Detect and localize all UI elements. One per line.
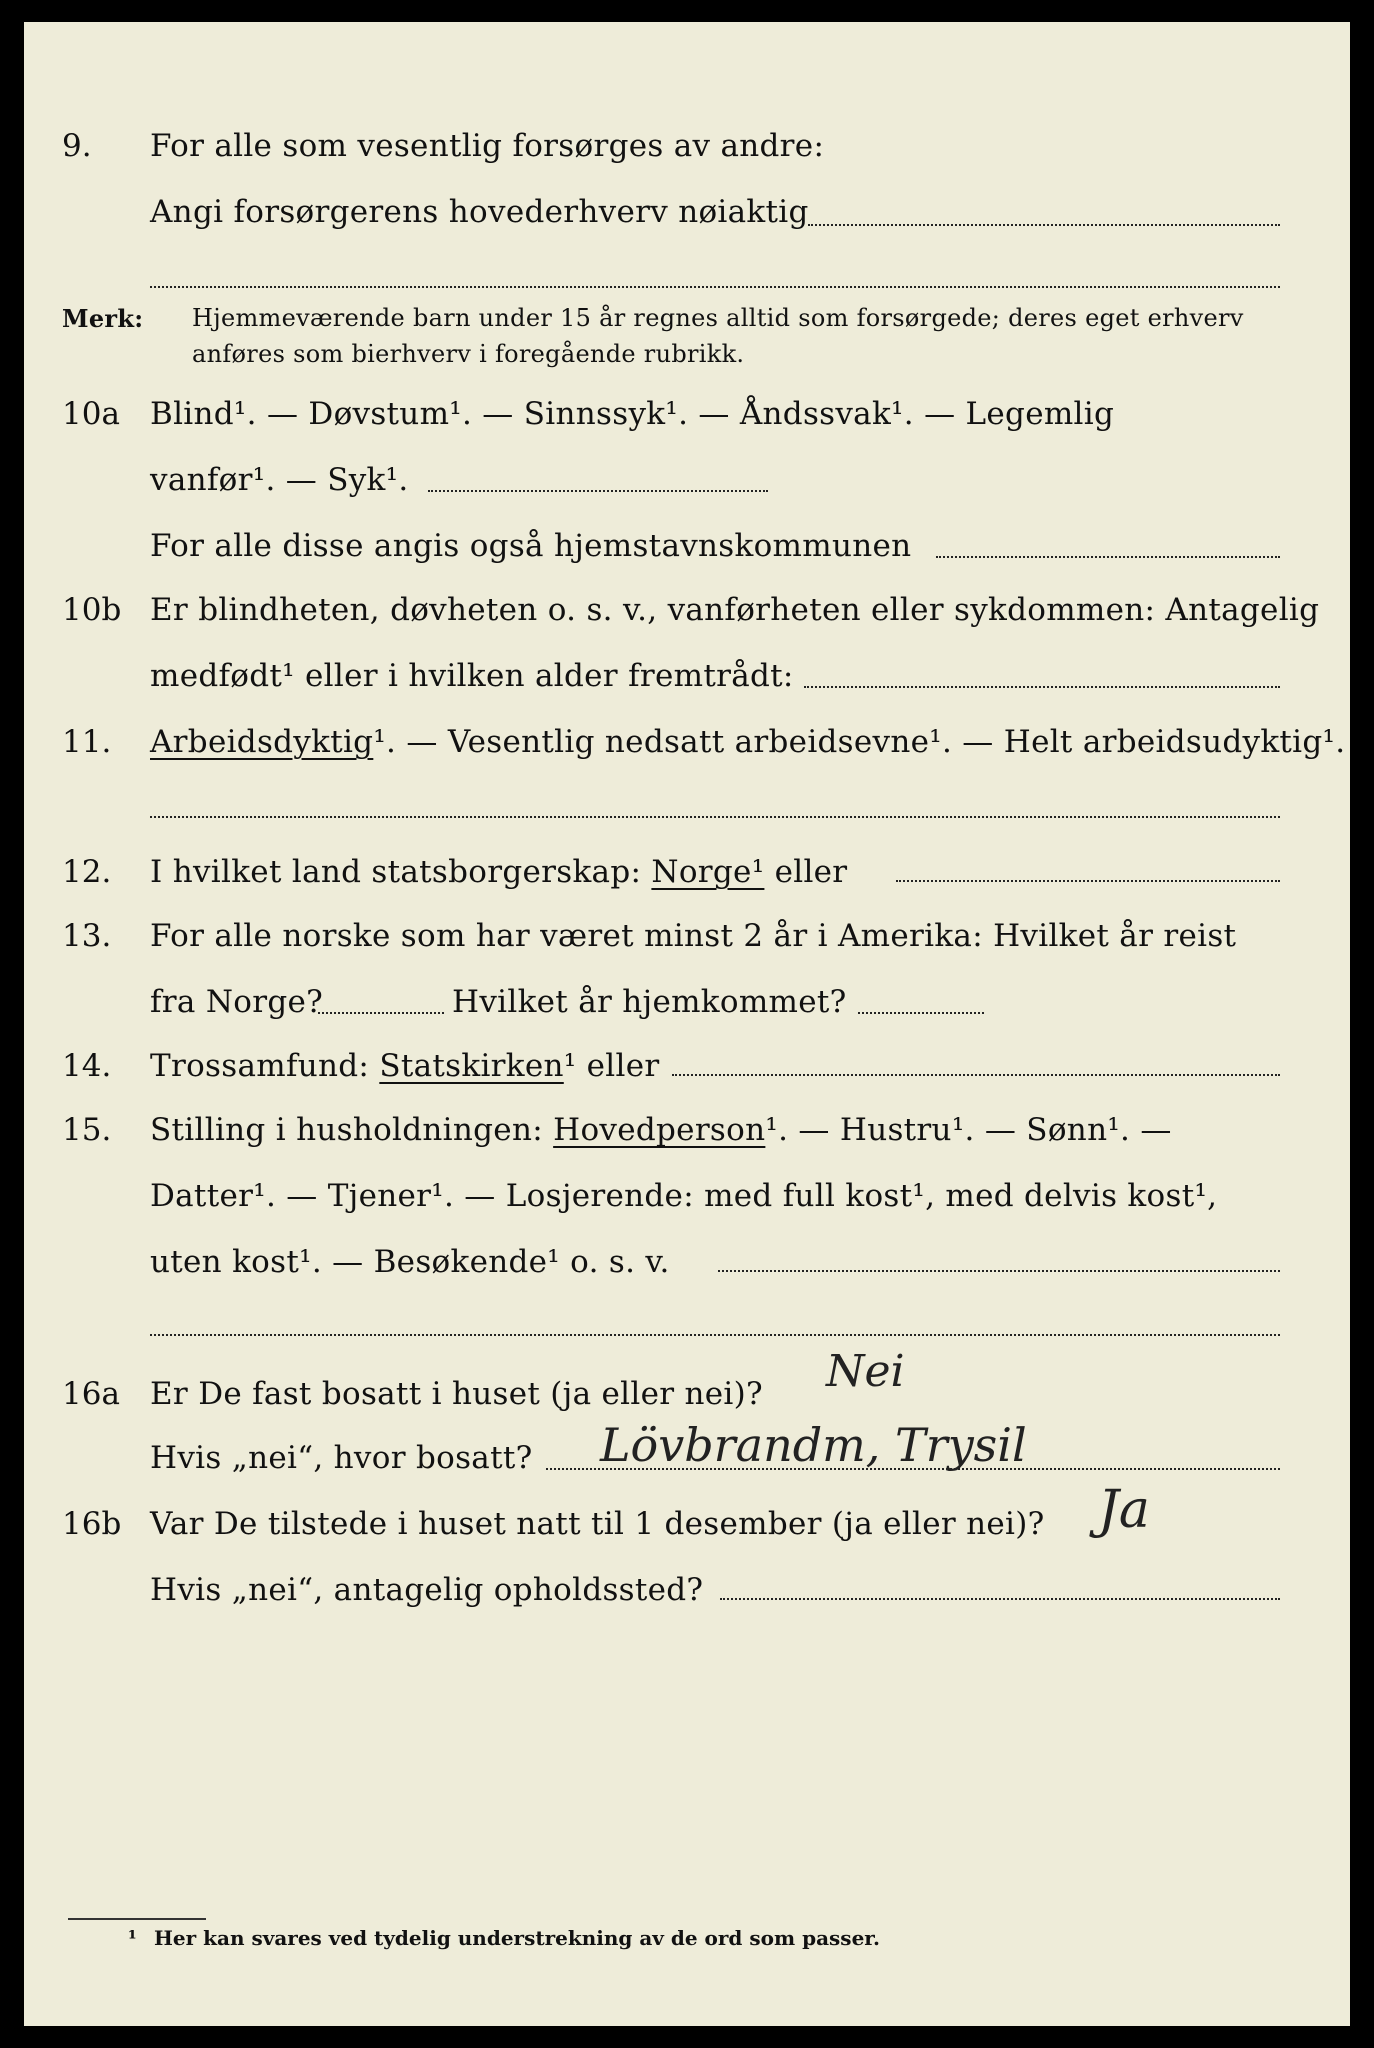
q15-prefix: Stilling i husholdningen:	[150, 1112, 543, 1148]
q12-number: 12.	[62, 854, 112, 890]
q15-answer-line-2[interactable]	[150, 1334, 1280, 1336]
q16a-line1: Er De fast bosatt i huset (ja eller nei)?	[150, 1376, 763, 1412]
q10a-hjemstavn-line[interactable]	[936, 556, 1280, 558]
q16b-opholdssted-line[interactable]	[720, 1598, 1280, 1600]
q12-suffix: eller	[774, 854, 848, 890]
q15-answer-line[interactable]	[718, 1270, 1280, 1272]
q12-option-norge[interactable]: Norge¹	[651, 854, 765, 890]
q9-answer-line[interactable]	[808, 224, 1280, 226]
q10a-line2: vanfør¹. — Syk¹.	[150, 462, 409, 498]
q16b-line1: Var De tilstede i huset natt til 1 desember (ja eller nei)?	[150, 1506, 1045, 1542]
q10a-line3: For alle disse angis også hjemstavnskommunen	[150, 528, 912, 564]
q13-number: 13.	[62, 918, 112, 954]
q14-answer-line[interactable]	[672, 1074, 1280, 1076]
q10b-alder-line[interactable]	[804, 686, 1280, 688]
q10b-number: 10b	[62, 592, 122, 628]
q14-prefix: Trossamfund:	[150, 1048, 370, 1084]
merk-label: Merk:	[62, 304, 144, 333]
q10a-number: 10a	[62, 396, 120, 432]
q9-answer-line-2[interactable]	[150, 286, 1280, 288]
q13-line2a: fra Norge?	[150, 984, 324, 1020]
q11-number: 11.	[62, 724, 112, 760]
q13-hjemkommet-line[interactable]	[858, 1012, 984, 1014]
q10a-syk-line[interactable]	[428, 490, 768, 492]
q11-rest: ¹. — Vesentlig nedsatt arbeidsevne¹. — Helt arbeidsudyktig¹.	[373, 724, 1346, 760]
q11-option-arbeidsdyktig[interactable]: Arbeidsdyktig	[150, 724, 374, 760]
q16a-number: 16a	[62, 1376, 120, 1412]
footnote-text: Her kan svares ved tydelig understrekning av de ord som passer.	[154, 1926, 880, 1950]
q14-suffix: ¹ eller	[563, 1048, 660, 1084]
q9-line1: For alle som vesentlig forsørges av andre:	[150, 128, 825, 164]
q11-answer-line[interactable]	[150, 816, 1280, 818]
merk-line2: anføres som bierhverv i foregående rubrikk.	[192, 340, 745, 368]
footnote-mark: ¹	[128, 1926, 137, 1950]
q14-option-statskirken[interactable]: Statskirken	[379, 1048, 564, 1084]
q12-line	[150, 854, 847, 890]
q16a-line2: Hvis „nei“, hvor bosatt?	[150, 1440, 533, 1476]
q16b-handwritten-answer-1[interactable]: Ja	[1098, 1480, 1150, 1540]
q10a-line1: Blind¹. — Døvstum¹. — Sinnssyk¹. — Åndssvak¹. — Legemlig	[150, 396, 1115, 432]
q12-prefix: I hvilket land statsborgerskap:	[150, 854, 642, 890]
merk-line1: Hjemmeværende barn under 15 år regnes alltid som forsørgede; deres eget erhverv	[192, 304, 1244, 332]
q15-option-hovedperson[interactable]: Hovedperson	[553, 1112, 766, 1148]
q15-line3: uten kost¹. — Besøkende¹ o. s. v.	[150, 1244, 670, 1280]
q13-line2b: Hvilket år hjemkommet?	[452, 984, 847, 1020]
q10b-line2: medfødt¹ eller i hvilken alder fremtrådt:	[150, 658, 794, 694]
q15-line1	[150, 1112, 1172, 1148]
footnote-rule	[68, 1918, 206, 1920]
q10b-line1: Er blindheten, døvheten o. s. v., vanførheten eller sykdommen: Antagelig	[150, 592, 1320, 628]
q16b-number: 16b	[62, 1506, 122, 1542]
q14-line	[150, 1048, 660, 1084]
q15-line1-rest: ¹. — Hustru¹. — Sønn¹. —	[765, 1112, 1172, 1148]
q13-reist-line[interactable]	[318, 1012, 444, 1014]
q11-line	[150, 724, 1345, 760]
q15-number: 15.	[62, 1112, 112, 1148]
q12-answer-line[interactable]	[896, 880, 1280, 882]
q16a-handwritten-answer-2[interactable]: Lövbrandm, Trysil	[600, 1418, 1027, 1472]
q15-line2: Datter¹. — Tjener¹. — Losjerende: med full kost¹, med delvis kost¹,	[150, 1178, 1218, 1214]
q16b-line2: Hvis „nei“, antagelig opholdssted?	[150, 1572, 704, 1608]
q16a-handwritten-answer-1[interactable]: Nei	[826, 1346, 905, 1397]
q9-line2: Angi forsørgerens hovederhverv nøiaktig	[150, 194, 809, 230]
q14-number: 14.	[62, 1048, 112, 1084]
q9-number: 9.	[62, 128, 92, 164]
q13-line1: For alle norske som har været minst 2 år i Amerika: Hvilket år reist	[150, 918, 1237, 954]
